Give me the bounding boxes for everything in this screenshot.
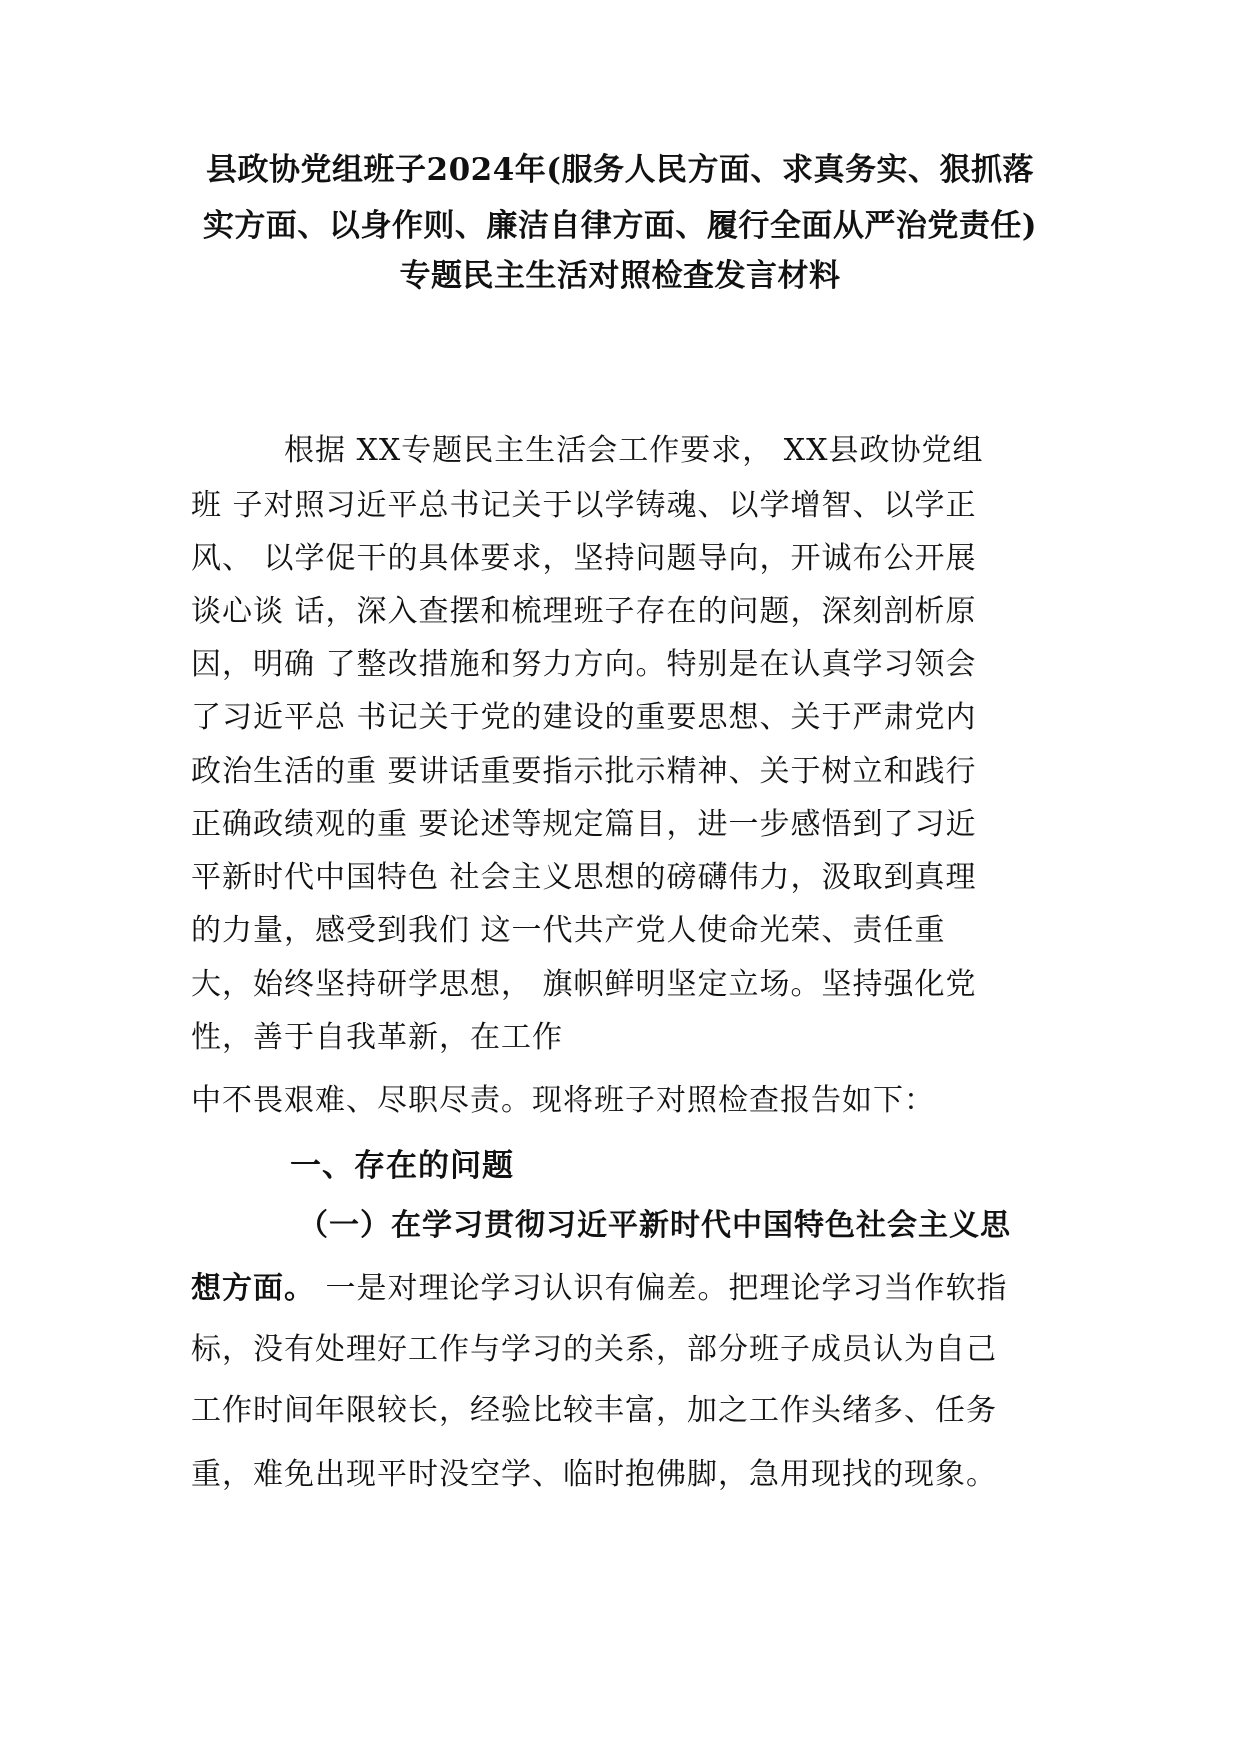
intro-line-10: 的力量，感受到我们 这一代共产党人使命光荣、责任重 (191, 913, 946, 948)
subsection-line-3: 工作时间年限较长，经验比较丰富，加之工作头绪多、任务 (191, 1393, 997, 1428)
intro-line-12: 性，善于自我革新，在工作 (191, 1020, 563, 1055)
intro-line-13: 中不畏艰难、尽职尽责。现将班子对照检查报告如下： (191, 1083, 935, 1118)
intro-line-11: 大，始终坚持研学思想， 旗帜鲜明坚定立场。坚持强化党 (191, 967, 977, 1002)
subsection-heading-line-2: 想方面。 (191, 1271, 315, 1306)
intro-line-4: 谈心谈 话，深入查摆和梳理班子存在的问题，深刻剖析原 (191, 594, 977, 629)
intro-line-9: 平新时代中国特色 社会主义思想的磅礴伟力，汲取到真理 (191, 860, 977, 895)
subsection-line-4: 重，难免出现平时没空学、临时抱佛脚，急用现找的现象。 (191, 1457, 997, 1492)
title-line-1: 县政协党组班子2024年(服务人民方面、求真务实、狠抓落 (206, 152, 1034, 188)
subsection-line-2: 标，没有处理好工作与学习的关系，部分班子成员认为自己 (191, 1332, 997, 1367)
intro-line-2: 班 子对照习近平总书记关于以学铸魂、以学增智、以学正 (191, 488, 977, 523)
intro-line-5: 因，明确 了整改措施和努力方向。特别是在认真学习领会 (191, 647, 977, 682)
intro-line-7: 政治生活的重 要讲话重要指示批示精神、关于树立和践行 (191, 754, 977, 789)
title-line-2: 实方面、以身作则、廉洁自律方面、履行全面从严治党责任) (202, 208, 1038, 244)
title-line-3: 专题民主生活对照检查发言材料 (399, 258, 841, 294)
intro-line-1: 根据 XX专题民主生活会工作要求， XX县政协党组 (191, 433, 984, 468)
subsection-text-1: 一是对理论学习认识有偏差。把理论学习当作软指 (315, 1271, 1008, 1306)
intro-line-8: 正确政绩观的重 要论述等规定篇目，进一步感悟到了习近 (191, 807, 977, 842)
intro-line-3: 风、 以学促干的具体要求，坚持问题导向，开诚布公开展 (191, 541, 977, 576)
section-heading-problems: 一、存在的问题 (290, 1148, 514, 1184)
intro-line-6: 了习近平总 书记关于党的建设的重要思想、关于严肃党内 (191, 700, 977, 735)
subsection-heading-line-1: （一）在学习贯彻习近平新时代中国特色社会主义思 (298, 1208, 1011, 1243)
subsection-line-1 (191, 1269, 1008, 1309)
